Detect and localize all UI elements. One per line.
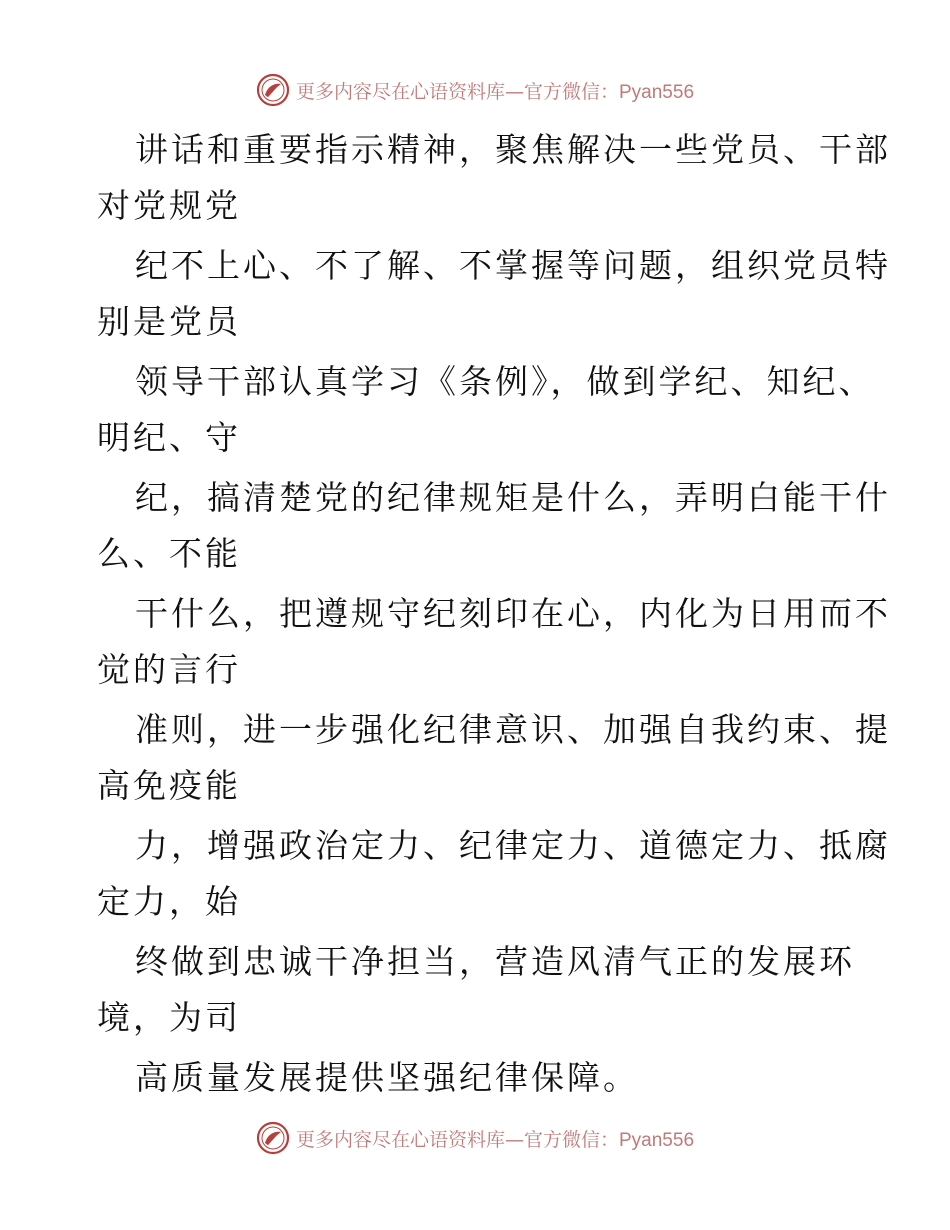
footer-watermark-banner [0, 1118, 950, 1158]
banner-text [296, 77, 694, 104]
body-line: 高质量发展提供坚强纪律保障。 [135, 1058, 639, 1097]
body-line: 别是党员 [97, 302, 241, 341]
banner-text-cn: 更多内容尽在心语资料库—官方微信： [295, 80, 619, 103]
header-watermark-banner [0, 70, 950, 110]
banner-text-cn: 更多内容尽在心语资料库—官方微信： [295, 1128, 619, 1151]
body-line: 明纪、守 [97, 418, 241, 457]
body-line: 高免疫能 [97, 766, 241, 805]
body-line: 境，为司 [97, 998, 241, 1037]
banner-wechat-id: Pyan556 [619, 81, 695, 103]
banner-wechat-id: Pyan556 [619, 1129, 695, 1151]
body-line: 么、不能 [97, 534, 241, 573]
seal-logo-icon [256, 73, 290, 107]
body-line: 纪，搞清楚党的纪律规矩是什么，弄明白能干什 [135, 478, 891, 517]
body-line: 终做到忠诚干净担当，营造风清气正的发展环 [135, 942, 855, 981]
body-line: 力，增强政治定力、纪律定力、道德定力、抵腐 [135, 826, 891, 865]
body-line: 领导干部认真学习《条例》，做到学纪、知纪、 [135, 362, 875, 401]
seal-logo-icon [256, 1121, 290, 1155]
body-line: 讲话和重要指示精神，聚焦解决一些党员、干部 [135, 130, 891, 169]
banner-text [296, 1125, 694, 1152]
body-line: 觉的言行 [97, 650, 241, 689]
body-line: 对党规党 [97, 186, 241, 225]
body-line: 干什么，把遵规守纪刻印在心，内化为日用而不 [135, 594, 891, 633]
body-line: 纪不上心、不了解、不掌握等问题，组织党员特 [135, 246, 891, 285]
body-line: 定力，始 [97, 882, 241, 921]
body-line: 准则，进一步强化纪律意识、加强自我约束、提 [135, 710, 891, 749]
